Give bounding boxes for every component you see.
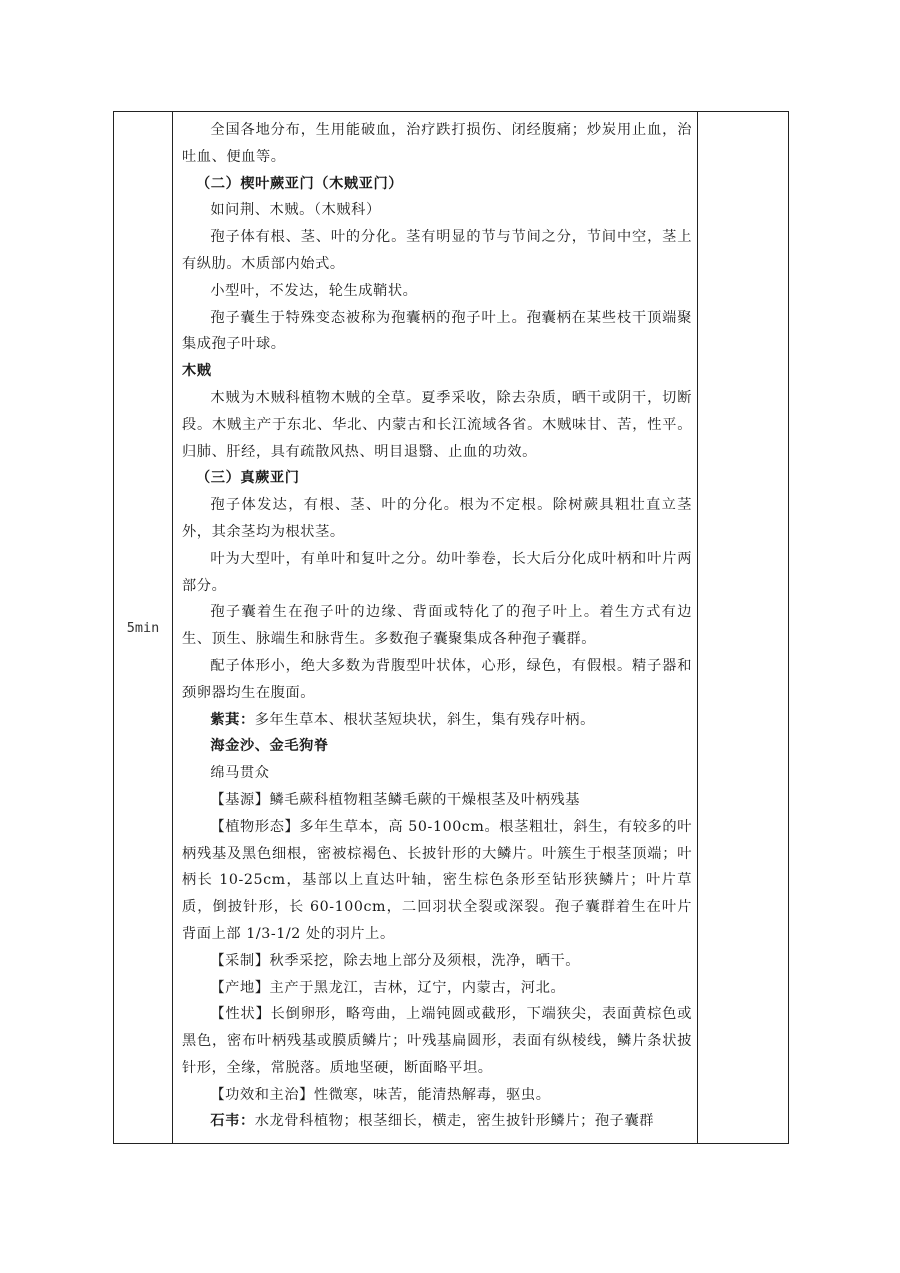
paragraph: 如问荆、木贼。（木贼科）	[210, 202, 381, 219]
term-label: 石韦：	[210, 1113, 255, 1130]
subheading: 海金沙、金毛狗脊	[210, 738, 329, 755]
section-heading: （二）楔叶蕨亚门（木贼亚门）	[196, 175, 404, 192]
paragraph: 绵马贯众	[210, 765, 270, 782]
paragraph: 孢子体发达，有根、茎、叶的分化。根为不定根。除树蕨具粗壮直立茎外，其余茎均为根状茎。	[182, 497, 692, 540]
column-divider-left	[172, 112, 173, 1143]
paragraph	[182, 1108, 692, 1135]
paragraph: 木贼为木贼科植物木贼的全草。夏季采收，除去杂质，晒干或阴干，切断段。木贼主产于东北、华北、内蒙古和长江流域各省。木贼味甘、苦，性平。归肺、肝经，具有疏散风热、明目退翳、止血的功效。	[182, 389, 692, 460]
paragraph: 配子体形小，绝大多数为背腹型叶状体，心形，绿色，有假根。精子器和颈卵器均生在腹面。	[182, 657, 692, 701]
paragraph: 全国各地分布，生用能破血，治疗跌打损伤、闭经腹痛；炒炭用止血，治吐血、便血等。	[182, 122, 692, 165]
column-divider-right	[697, 112, 698, 1143]
subheading: 木贼	[182, 363, 212, 380]
paragraph	[182, 707, 692, 734]
term-text: 水龙骨科植物；根茎细长，横走，密生披针形鳞片；孢子囊群	[254, 1113, 655, 1130]
content-cell	[182, 117, 692, 1135]
term-label: 紫萁：	[210, 711, 255, 728]
time-cell: 5min	[126, 619, 160, 636]
paragraph: 【基源】鳞毛蕨科植物粗茎鳞毛蕨的干燥根茎及叶柄残基	[210, 791, 581, 808]
paragraph: 【功效和主治】性微寒，味苦，能清热解毒，驱虫。	[210, 1086, 551, 1103]
paragraph: 孢子体有根、茎、叶的分化。茎有明显的节与节间之分，节间中空，茎上有纵肋。木质部内始式。	[182, 229, 692, 272]
paragraph: 【产地】主产于黑龙江，吉林，辽宁，内蒙古，河北。	[210, 979, 566, 996]
paragraph: 孢子囊生于特殊变态被称为孢囊柄的孢子叶上。孢囊柄在某些枝干顶端聚集成孢子叶球。	[182, 309, 692, 353]
paragraph: 叶为大型叶，有单叶和复叶之分。幼叶拳卷，长大后分化成叶柄和叶片两部分。	[182, 550, 692, 594]
paragraph: 孢子囊着生在孢子叶的边缘、背面或特化了的孢子叶上。着生方式有边生、顶生、脉端生和脉背生。多数孢子囊聚集成各种孢子囊群。	[182, 604, 692, 648]
paragraph: 【采制】秋季采挖，除去地上部分及须根，洗净，晒干。	[210, 952, 581, 969]
section-heading: （三）真蕨亚门	[196, 470, 300, 487]
term-text: 多年生草本、根状茎短块状，斜生，集有残存叶柄。	[254, 711, 595, 728]
lesson-table	[113, 111, 789, 1144]
paragraph: 【性状】长倒卵形，略弯曲，上端钝圆或截形，下端狭尖，表面黄棕色或黑色，密布叶柄残基或膜质鳞片；叶残基扁圆形，表面有纵棱线，鳞片条状披针形，全缘，常脱落。质地坚硬，断面略平坦。	[182, 1006, 692, 1076]
paragraph: 小型叶，不发达，轮生成鞘状。	[210, 282, 418, 299]
paragraph: 【植物形态】多年生草本，高 50-100cm。根茎粗壮，斜生，有较多的叶柄残基及黑色细根，密被棕褐色、长披针形的大鳞片。叶簇生于根茎顶端；叶柄长 10-25cm，基部以上直达叶轴，密生棕色条形至钻形狭鳞片；叶片草质，倒披针形，长 60-100cm，二回羽状全裂或深裂。孢子囊群着生在叶片背面上部 1/3-1/2 处的羽片上。	[182, 818, 692, 942]
